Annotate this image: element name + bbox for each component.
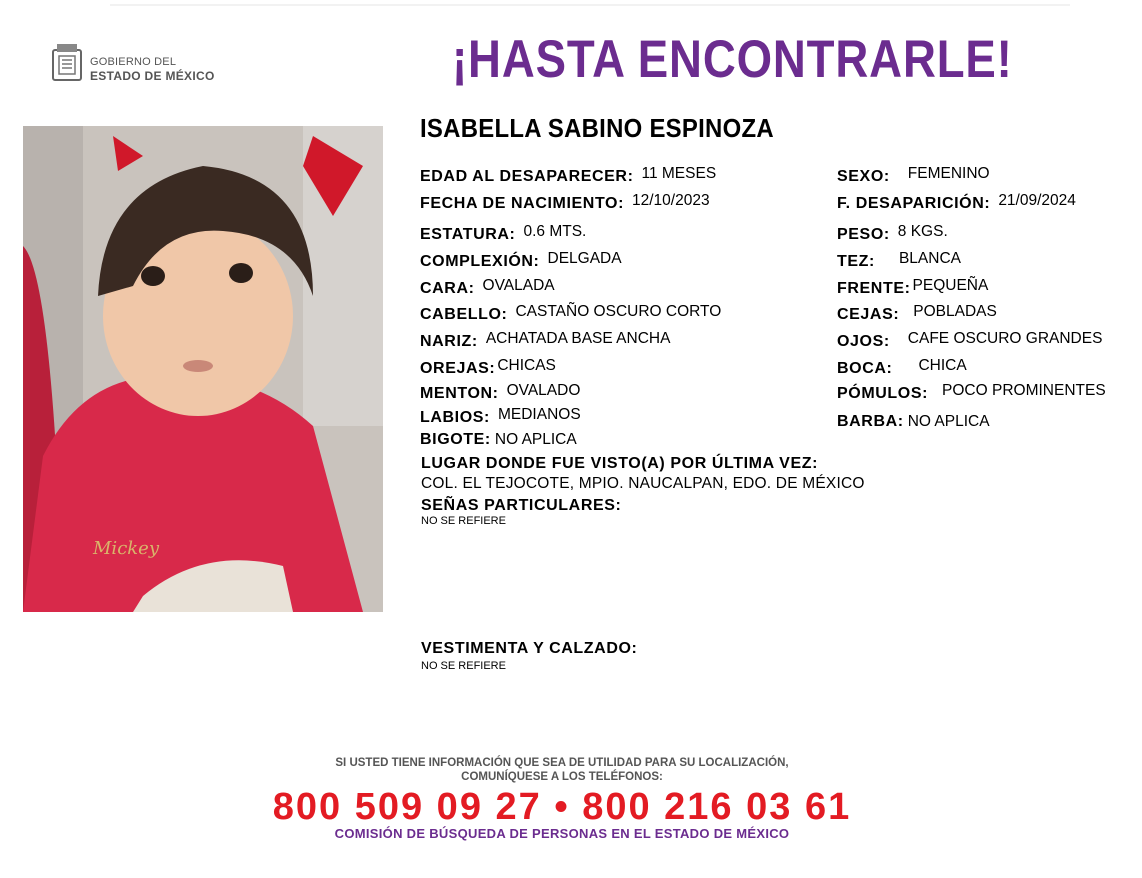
coat-of-arms-icon <box>50 42 84 82</box>
field-bigote <box>420 431 577 449</box>
field-value: NO APLICA <box>494 431 577 448</box>
field-label: ESTATURA: <box>420 226 516 243</box>
field-sexo <box>837 165 990 186</box>
field-edad <box>420 165 717 186</box>
field-peso <box>837 223 948 244</box>
field-menton <box>420 382 581 403</box>
field-nacimiento <box>420 192 710 213</box>
field-label: PÓMULOS: <box>837 385 929 402</box>
field-value: CASTAÑO OSCURO CORTO <box>515 303 722 320</box>
field-value: CHICAS <box>497 357 556 374</box>
government-logo <box>50 42 220 88</box>
field-pomulos <box>837 382 1106 403</box>
field-value: OVALADO <box>506 382 581 399</box>
field-value: BLANCA <box>898 250 961 267</box>
field-label: BARBA: <box>837 413 904 430</box>
lugar-label: LUGAR DONDE FUE VISTO(A) POR ÚLTIMA VEZ: <box>421 455 819 472</box>
logo-line-2: ESTADO DE MÉXICO <box>90 69 215 83</box>
person-name: ISABELLA SABINO ESPINOZA <box>420 113 774 143</box>
field-label: BOCA: <box>837 360 893 377</box>
contact-info-line-2: COMUNÍQUESE A LOS TELÉFONOS: <box>461 771 663 783</box>
field-label: LABIOS: <box>420 409 490 426</box>
senas-value: NO SE REFIERE <box>421 515 506 527</box>
field-tez <box>837 250 961 271</box>
field-value: NO APLICA <box>907 413 990 430</box>
missing-person-photo <box>23 126 383 612</box>
phone-numbers: 800 509 09 27 • 800 216 03 61 <box>272 786 852 828</box>
field-label: PESO: <box>837 226 890 243</box>
field-value: 21/09/2024 <box>998 192 1076 209</box>
senas-label: SEÑAS PARTICULARES: <box>421 497 622 514</box>
field-label: OJOS: <box>837 333 890 350</box>
lugar-value: COL. EL TEJOCOTE, MPIO. NAUCALPAN, EDO. DE MÉXICO <box>421 475 865 492</box>
field-label: SEXO: <box>837 168 890 185</box>
field-ojos <box>837 330 1103 351</box>
field-value: ACHATADA BASE ANCHA <box>485 330 671 347</box>
field-desaparicion <box>837 192 1076 213</box>
field-label: OREJAS: <box>420 360 496 377</box>
field-value: PEQUEÑA <box>912 277 989 294</box>
field-value: 8 KGS. <box>897 223 948 240</box>
field-value: FEMENINO <box>907 165 990 182</box>
top-divider <box>110 4 1070 6</box>
field-label: FRENTE: <box>837 280 911 297</box>
field-orejas <box>420 357 556 378</box>
field-frente <box>837 277 989 298</box>
field-value: POCO PROMINENTES <box>942 382 1106 399</box>
field-boca <box>837 357 967 378</box>
comision-name: COMISIÓN DE BÚSQUEDA DE PERSONAS EN EL ESTADO DE MÉXICO <box>334 826 790 841</box>
field-label: MENTON: <box>420 385 499 402</box>
field-nariz <box>420 330 671 351</box>
field-label: TEZ: <box>837 253 875 270</box>
field-label: BIGOTE: <box>420 431 491 448</box>
contact-info-line-1: SI USTED TIENE INFORMACIÓN QUE SEA DE UTILIDAD PARA SU LOCALIZACIÓN, <box>335 757 789 769</box>
vestimenta-value: NO SE REFIERE <box>421 660 506 672</box>
field-value: CHICA <box>918 357 967 374</box>
field-value: POBLADAS <box>913 303 997 320</box>
field-label: EDAD AL DESAPARECER: <box>420 168 634 185</box>
field-complexion <box>420 250 622 271</box>
field-cara <box>420 277 555 298</box>
headline: ¡HASTA ENCONTRARLE! <box>452 30 1013 89</box>
field-estatura <box>420 223 587 244</box>
svg-text:Mickey: Mickey <box>93 538 159 559</box>
field-label: F. DESAPARICIÓN: <box>837 195 991 212</box>
field-value: MEDIANOS <box>497 406 581 423</box>
field-cabello <box>420 303 722 324</box>
field-value: 0.6 MTS. <box>523 223 587 240</box>
field-label: CARA: <box>420 280 475 297</box>
field-labios <box>420 406 581 427</box>
vestimenta-label: VESTIMENTA Y CALZADO: <box>421 640 638 657</box>
field-barba <box>837 413 990 431</box>
field-label: CABELLO: <box>420 306 508 323</box>
field-value: CAFE OSCURO GRANDES <box>907 330 1103 347</box>
field-value: DELGADA <box>547 250 622 267</box>
field-value: OVALADA <box>482 277 555 294</box>
field-label: NARIZ: <box>420 333 478 350</box>
field-value: 12/10/2023 <box>632 192 710 209</box>
field-label: COMPLEXIÓN: <box>420 253 540 270</box>
field-cejas <box>837 303 997 324</box>
field-label: CEJAS: <box>837 306 900 323</box>
contact-info <box>0 756 1124 784</box>
logo-line-1: GOBIERNO DEL <box>90 56 177 68</box>
field-value: 11 MESES <box>641 165 717 182</box>
field-label: FECHA DE NACIMIENTO: <box>420 195 624 212</box>
